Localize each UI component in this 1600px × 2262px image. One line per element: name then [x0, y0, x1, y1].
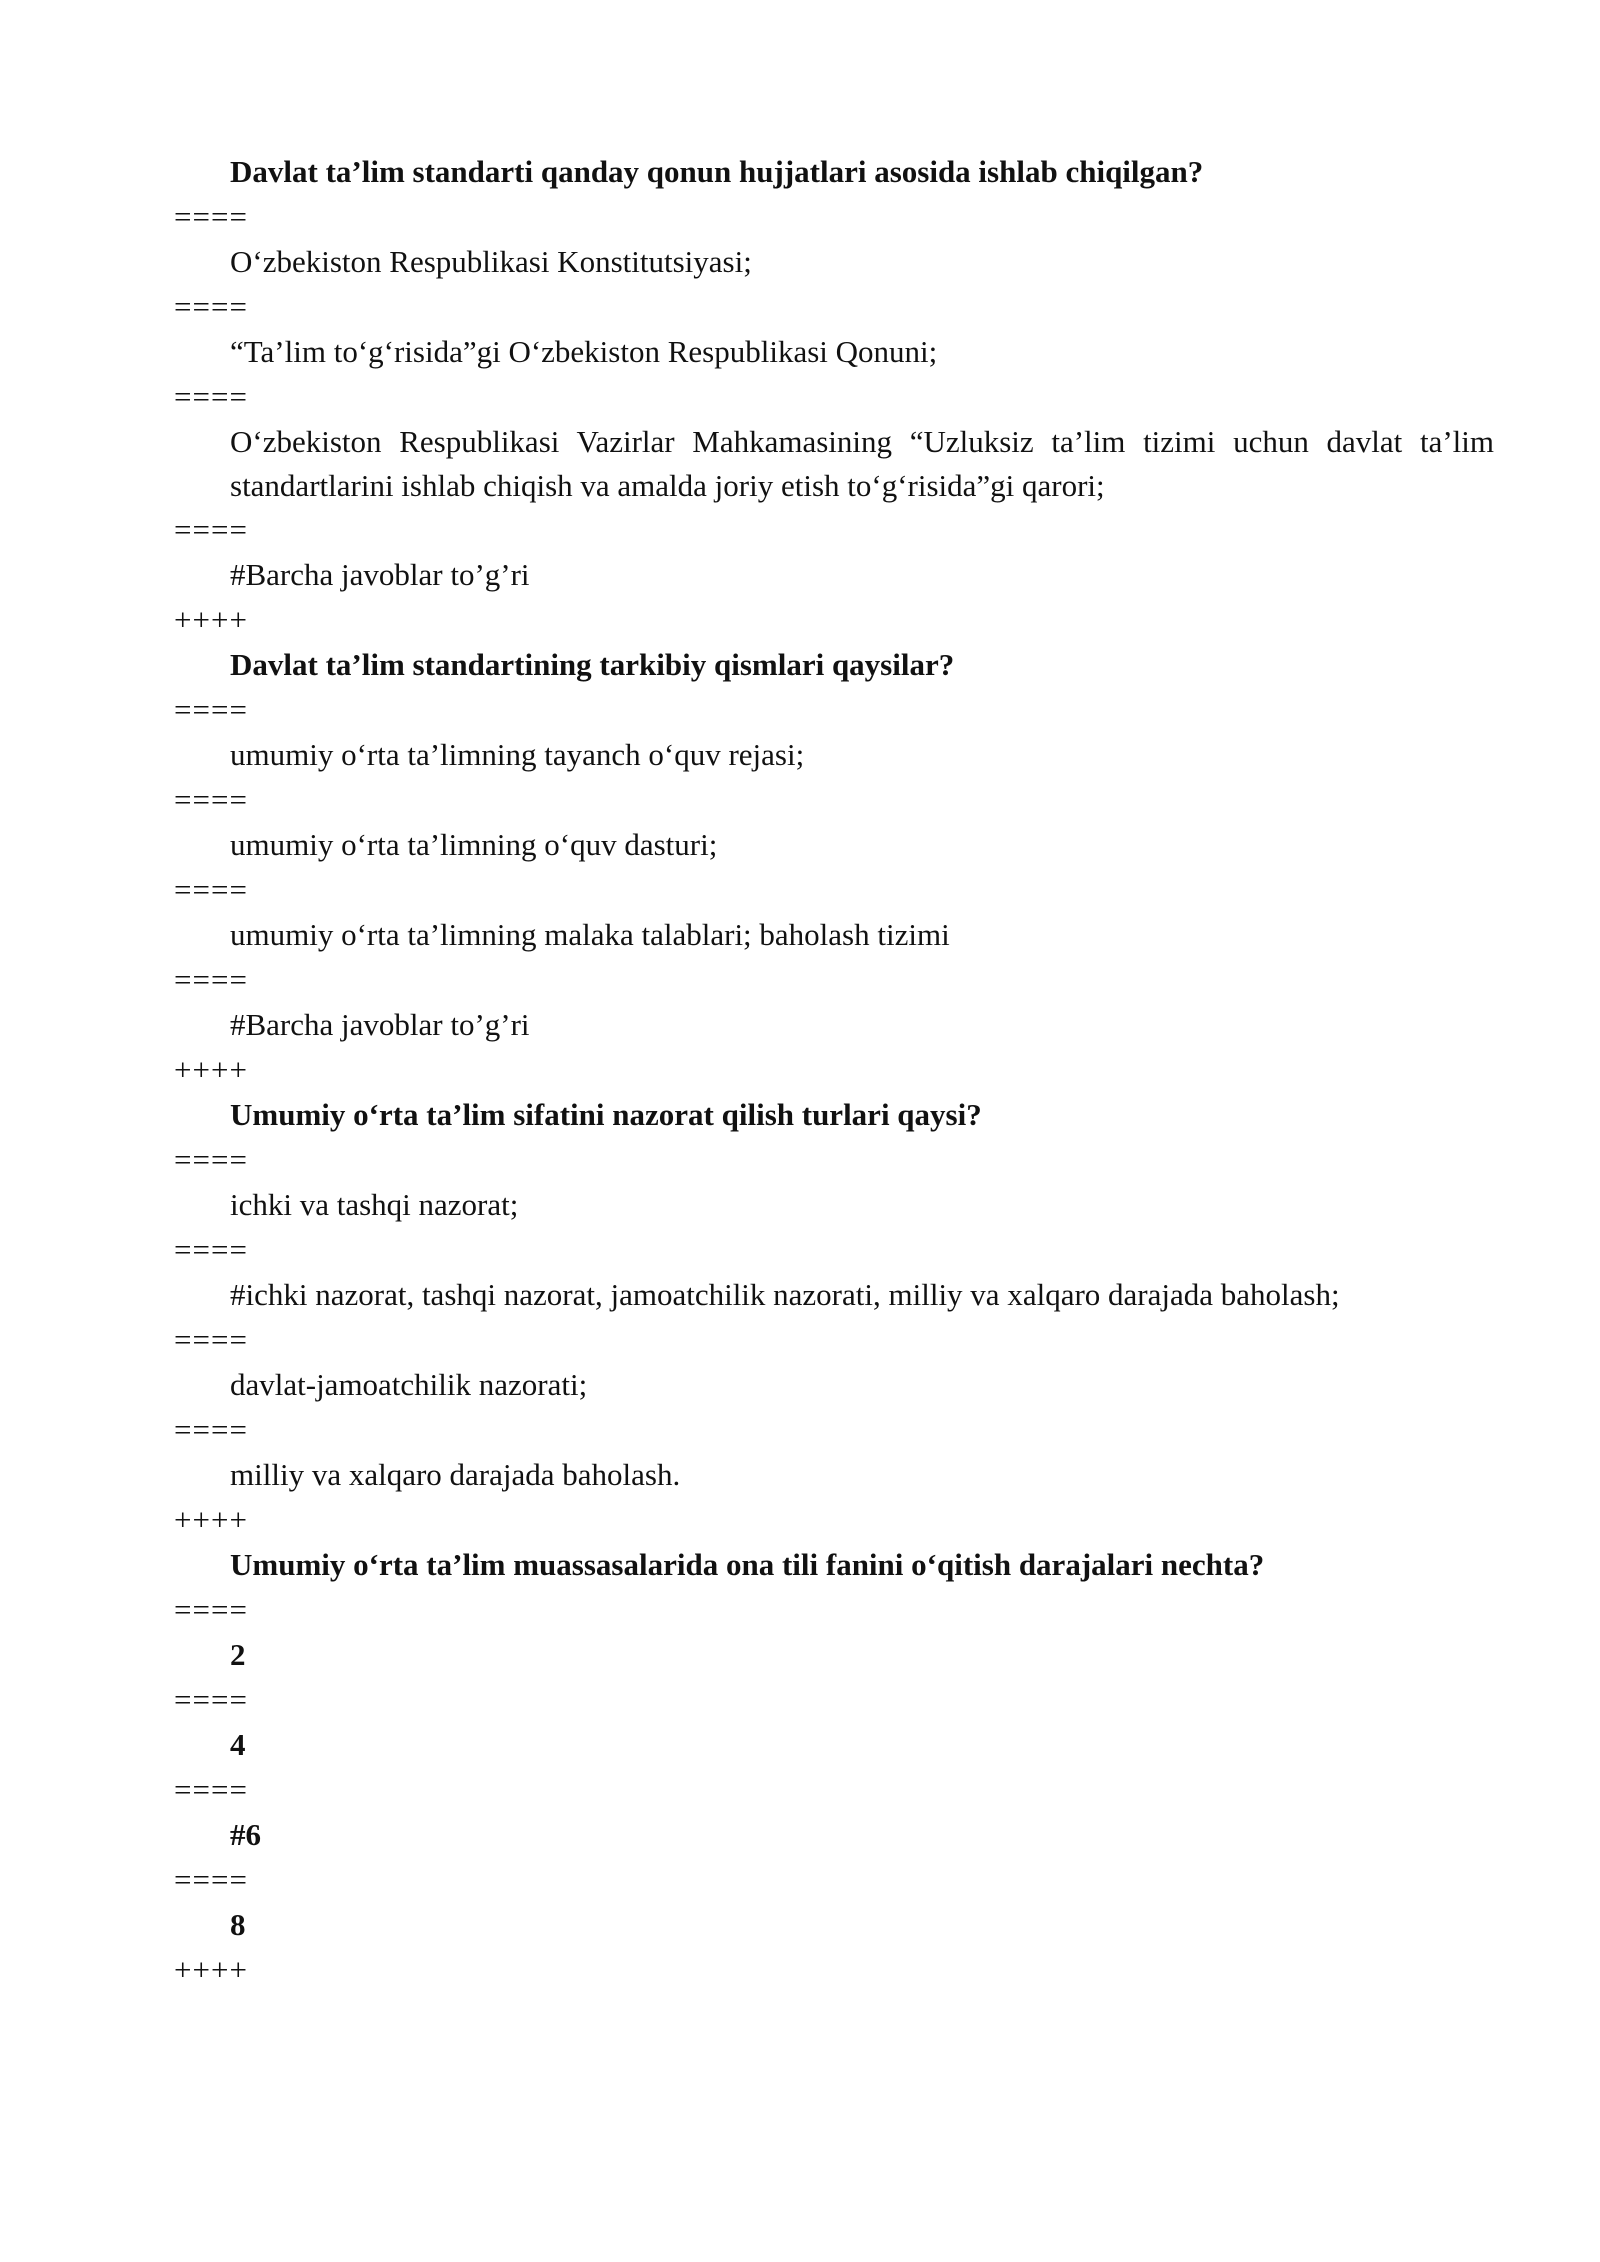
- answer-option: 8: [230, 1907, 246, 1942]
- question-text: Davlat ta’lim standartining tarkibiy qismlari qaysilar?: [230, 647, 955, 682]
- answer-option: davlat-jamoatchilik nazorati;: [230, 1367, 588, 1402]
- question-text: Umumiy o‘rta ta’lim muassasalarida ona tili fanini o‘qitish darajalari nechta?: [230, 1547, 1265, 1582]
- answer-separator: ====: [174, 289, 248, 324]
- answer-separator: ====: [174, 1412, 248, 1447]
- answer-separator: ====: [174, 1322, 248, 1357]
- answer-option: O‘zbekiston Respublikasi Konstitutsiyasi;: [230, 244, 752, 279]
- question-end-marker: ++++: [174, 1952, 248, 1987]
- answer-option: umumiy o‘rta ta’limning tayanch o‘quv rejasi;: [230, 737, 805, 772]
- answer-option: “Ta’lim to‘g‘risida”gi O‘zbekiston Respublikasi Qonuni;: [230, 334, 938, 369]
- test-document: [174, 150, 1494, 1993]
- answer-option: umumiy o‘rta ta’limning o‘quv dasturi;: [230, 827, 718, 862]
- answer-option: O‘zbekiston Respublikasi Vazirlar Mahkamasining “Uzluksiz ta’lim tizimi uchun davlat ta’lim standartlarini ishlab chiqish va amalda joriy etish to‘g‘risida”gi qarori;: [230, 424, 1494, 503]
- answer-option: 2: [230, 1637, 246, 1672]
- answer-option: #ichki nazorat, tashqi nazorat, jamoatchilik nazorati, milliy va xalqaro darajada baholash;: [230, 1277, 1340, 1312]
- answer-separator: ====: [174, 782, 248, 817]
- question-text: Umumiy o‘rta ta’lim sifatini nazorat qilish turlari qaysi?: [230, 1097, 982, 1132]
- answer-option: ichki va tashqi nazorat;: [230, 1187, 519, 1222]
- question-text: Davlat ta’lim standarti qanday qonun hujjatlari asosida ishlab chiqilgan?: [230, 154, 1204, 189]
- answer-separator: ====: [174, 692, 248, 727]
- answer-separator: ====: [174, 1232, 248, 1267]
- answer-option: milliy va xalqaro darajada baholash.: [230, 1457, 681, 1492]
- answer-separator: ====: [174, 512, 248, 547]
- answer-separator: ====: [174, 872, 248, 907]
- answer-separator: ====: [174, 1772, 248, 1807]
- answer-option: umumiy o‘rta ta’limning malaka talablari; baholash tizimi: [230, 917, 950, 952]
- answer-option: #Barcha javoblar to’g’ri: [230, 1007, 530, 1042]
- answer-separator: ====: [174, 1862, 248, 1897]
- answer-separator: ====: [174, 1592, 248, 1627]
- answer-separator: ====: [174, 1142, 248, 1177]
- question-end-marker: ++++: [174, 602, 248, 637]
- answer-separator: ====: [174, 962, 248, 997]
- answer-option: 4: [230, 1727, 246, 1762]
- question-end-marker: ++++: [174, 1502, 248, 1537]
- answer-separator: ====: [174, 199, 248, 234]
- question-end-marker: ++++: [174, 1052, 248, 1087]
- answer-separator: ====: [174, 379, 248, 414]
- answer-option: #Barcha javoblar to’g’ri: [230, 557, 530, 592]
- answer-option: #6: [230, 1817, 261, 1852]
- answer-separator: ====: [174, 1682, 248, 1717]
